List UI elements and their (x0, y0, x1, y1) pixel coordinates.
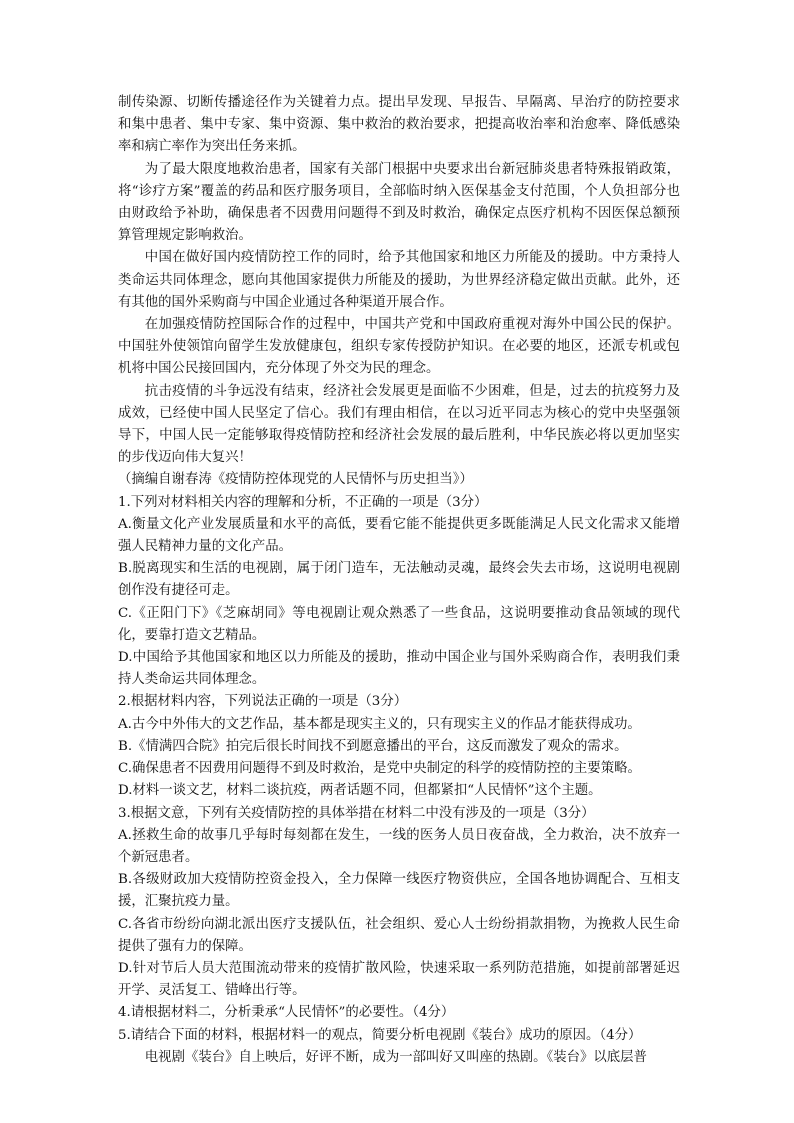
question-2-option-c: C.确保患者不因费用问题得不到及时救治，是党中央制定的科学的疫情防控的主要策略。 (118, 761, 641, 777)
paragraph-3: 中国在做好国内疫情防控工作的同时，给予其他国家和地区力所能及的援助。中方秉持人类命运共同体理念，愿向其他国家提供力所能及的援助，为世界经济稳定做出贡献。此外，还有其他的国外采购商与中国企业通过各种渠道开展合作。 (118, 250, 680, 310)
source-citation: （摘编自谢春涛《疫情防控体现党的人民情怀与历史担当》） (118, 472, 473, 488)
question-2-stem: 2.根据材料内容，下列说法正确的一项是（3分） (118, 694, 408, 710)
question-1-option-d: D.中国给予其他国家和地区以力所能及的援助，推动中国企业与国外采购商合作，表明我们秉持人类命运共同体理念。 (118, 650, 680, 688)
closing-paragraph: 电视剧《装台》自上映后，好评不断，成为一部叫好又叫座的热剧。《装台》以底层普 (144, 1049, 647, 1065)
question-3-option-a: A.拯救生命的故事几乎每时每刻都在发生，一线的医务人员日夜奋战，全力救治，决不放弃一个新冠患者。 (118, 827, 680, 865)
paragraph-4: 在加强疫情防控国际合作的过程中，中国共产党和中国政府重视对海外中国公民的保护。中国驻外使领馆向留学生发放健康包，组织专家传授防护知识。在必要的地区，还派专机或包机将中国公民接回国内，充分体现了外交为民的理念。 (118, 317, 680, 377)
question-4-stem: 4.请根据材料二，分析秉承“人民情怀”的必要性。（4分） (118, 1005, 455, 1021)
document-page (118, 92, 680, 1069)
question-3-stem: 3.根据文意，下列有关疫情防控的具体举措在材料二中没有涉及的一项是（3分） (118, 805, 595, 821)
question-1-option-c: C.《正阳门下》《芝麻胡同》等电视剧让观众熟悉了一些食品，这说明要推动食品领域的现代化，要靠打造文艺精品。 (118, 605, 680, 643)
paragraph-2: 为了最大限度地救治患者，国家有关部门根据中央要求出台新冠肺炎患者特殊报销政策，将“诊疗方案”覆盖的药品和医疗服务项目，全部临时纳入医保基金支付范围，个人负担部分也由财政给予补助，确保患者不因费用问题得不到及时救治，确保定点医疗机构不因医保总额预算管理规定影响救治。 (118, 161, 680, 244)
question-2-option-d: D.材料一谈文艺，材料二谈抗疫，两者话题不同，但都紧扣“人民情怀”这个主题。 (118, 783, 602, 799)
paragraph-1: 制传染源、切断传播途径作为关键着力点。提出早发现、早报告、早隔离、早治疗的防控要求和集中患者、集中专家、集中资源、集中救治的救治要求，把提高收治率和治愈率、降低感染率和病亡率作为突出任务来抓。 (118, 95, 680, 155)
question-5-stem: 5.请结合下面的材料，根据材料一的观点，简要分析电视剧《装台》成功的原因。（4分） (118, 1027, 642, 1043)
question-2-option-b: B.《情满四合院》拍完后很长时间找不到愿意播出的平台，这反而激发了观众的需求。 (118, 738, 628, 754)
question-3-option-d: D.针对节后人员大范围流动带来的疫情扩散风险，快速采取一系列防范措施，如提前部署延迟开学、灵活复工、错峰出行等。 (118, 960, 680, 999)
question-2-option-a: A.古今中外伟大的文艺作品，基本都是现实主义的，只有现实主义的作品才能获得成功。 (118, 716, 641, 732)
question-3-option-b: B.各级财政加大疫情防控资金投入，全力保障一线医疗物资供应，全国各地协调配合、互相支援，汇聚抗疫力量。 (118, 872, 680, 910)
question-1-option-a: A.衡量文化产业发展质量和水平的高低，要看它能不能提供更多既能满足人民文化需求又能增强人民精神力量的文化产品。 (118, 516, 680, 555)
question-1-stem: 1.下列对材料相关内容的理解和分析，不正确的一项是（3分） (118, 494, 488, 510)
paragraph-5: 抗击疫情的斗争远没有结束，经济社会发展更是面临不少困难，但是，过去的抗疫努力及成效，已经使中国人民坚定了信心。我们有理由相信，在以习近平同志为核心的党中央坚强领导下，中国人民一定能够取得疫情防控和经济社会发展的最后胜利，中华民族必将以更加坚实的步伐迈向伟大复兴！ (118, 383, 680, 466)
question-1-option-b: B.脱离现实和生活的电视剧，属于闭门造车，无法触动灵魂，最终会失去市场，这说明电视剧创作没有捷径可走。 (118, 561, 680, 599)
question-3-option-c: C.各省市纷纷向湖北派出医疗支援队伍，社会组织、爱心人士纷纷捐款捐物，为挽救人民生命提供了强有力的保障。 (118, 916, 680, 954)
